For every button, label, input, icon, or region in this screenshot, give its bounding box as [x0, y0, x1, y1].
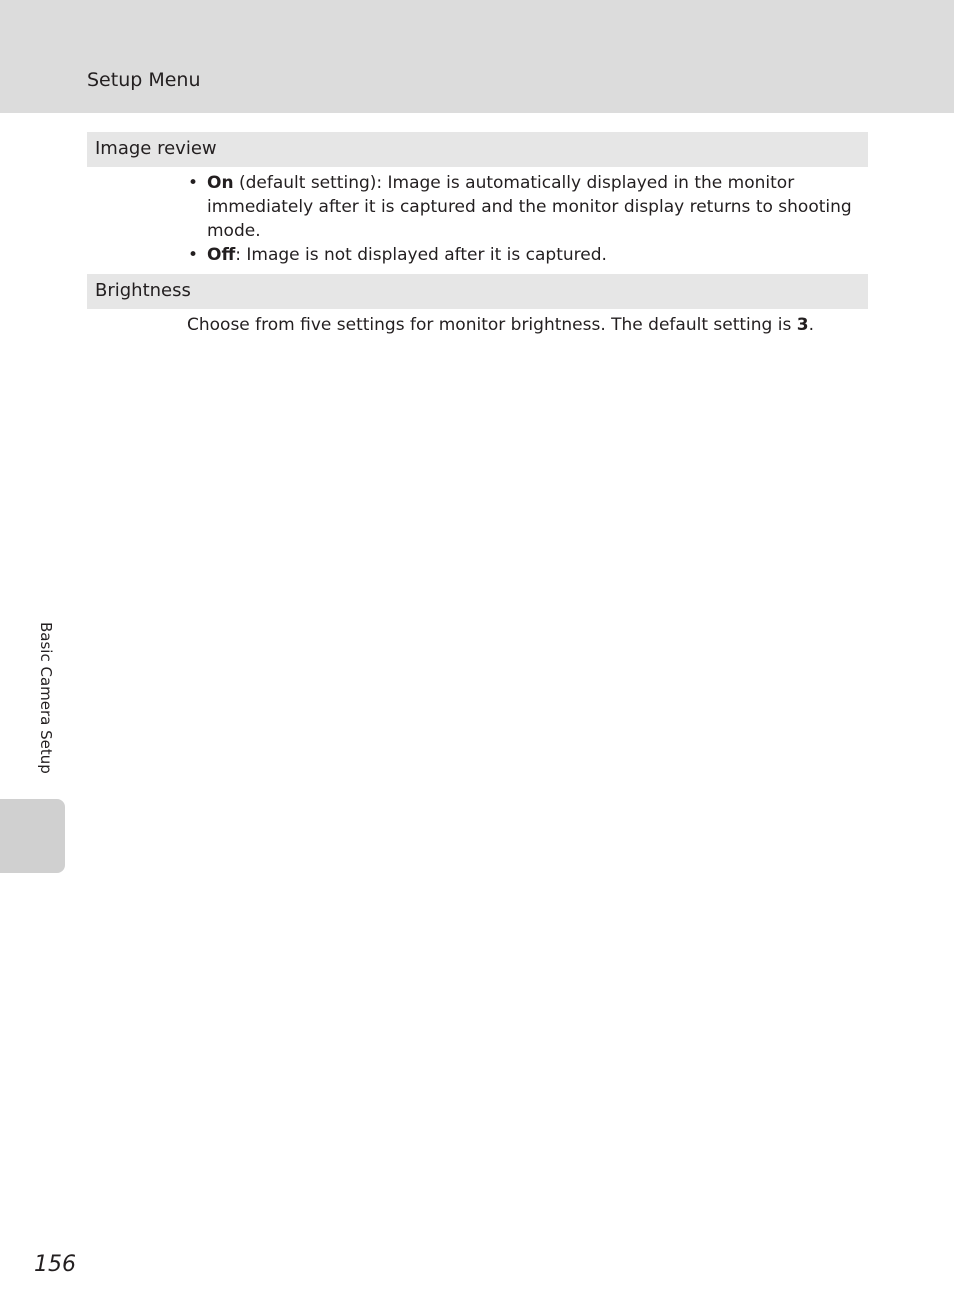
bullet-icon: • — [188, 173, 199, 193]
page-number: 156 — [34, 1252, 76, 1277]
option-term: On — [207, 173, 234, 193]
option-description: : Image is not displayed after it is captured. — [235, 245, 607, 265]
list-item — [187, 243, 867, 267]
bullet-icon: • — [188, 245, 199, 265]
chapter-tab — [0, 799, 65, 873]
option-term: Off — [207, 245, 236, 265]
section-heading-brightness — [87, 274, 868, 309]
section-heading-image-review — [87, 132, 868, 167]
brightness-text-end: . — [808, 315, 814, 335]
brightness-description — [187, 313, 867, 337]
section-title: Image review — [95, 138, 217, 159]
brightness-default-value: 3 — [796, 315, 809, 335]
header-band — [0, 0, 954, 113]
list-item — [187, 171, 867, 243]
brightness-text: Choose from five settings for monitor brightness. The default setting is — [187, 315, 797, 335]
option-description: (default setting): Image is automatically displayed in the monitor immediately after it is captured and the monitor display returns to shooting mode. — [207, 173, 852, 241]
section-title: Brightness — [95, 280, 191, 301]
image-review-options-list — [187, 171, 867, 267]
chapter-side-label: Basic Camera Setup — [37, 622, 55, 774]
page-title: Setup Menu — [87, 69, 201, 91]
